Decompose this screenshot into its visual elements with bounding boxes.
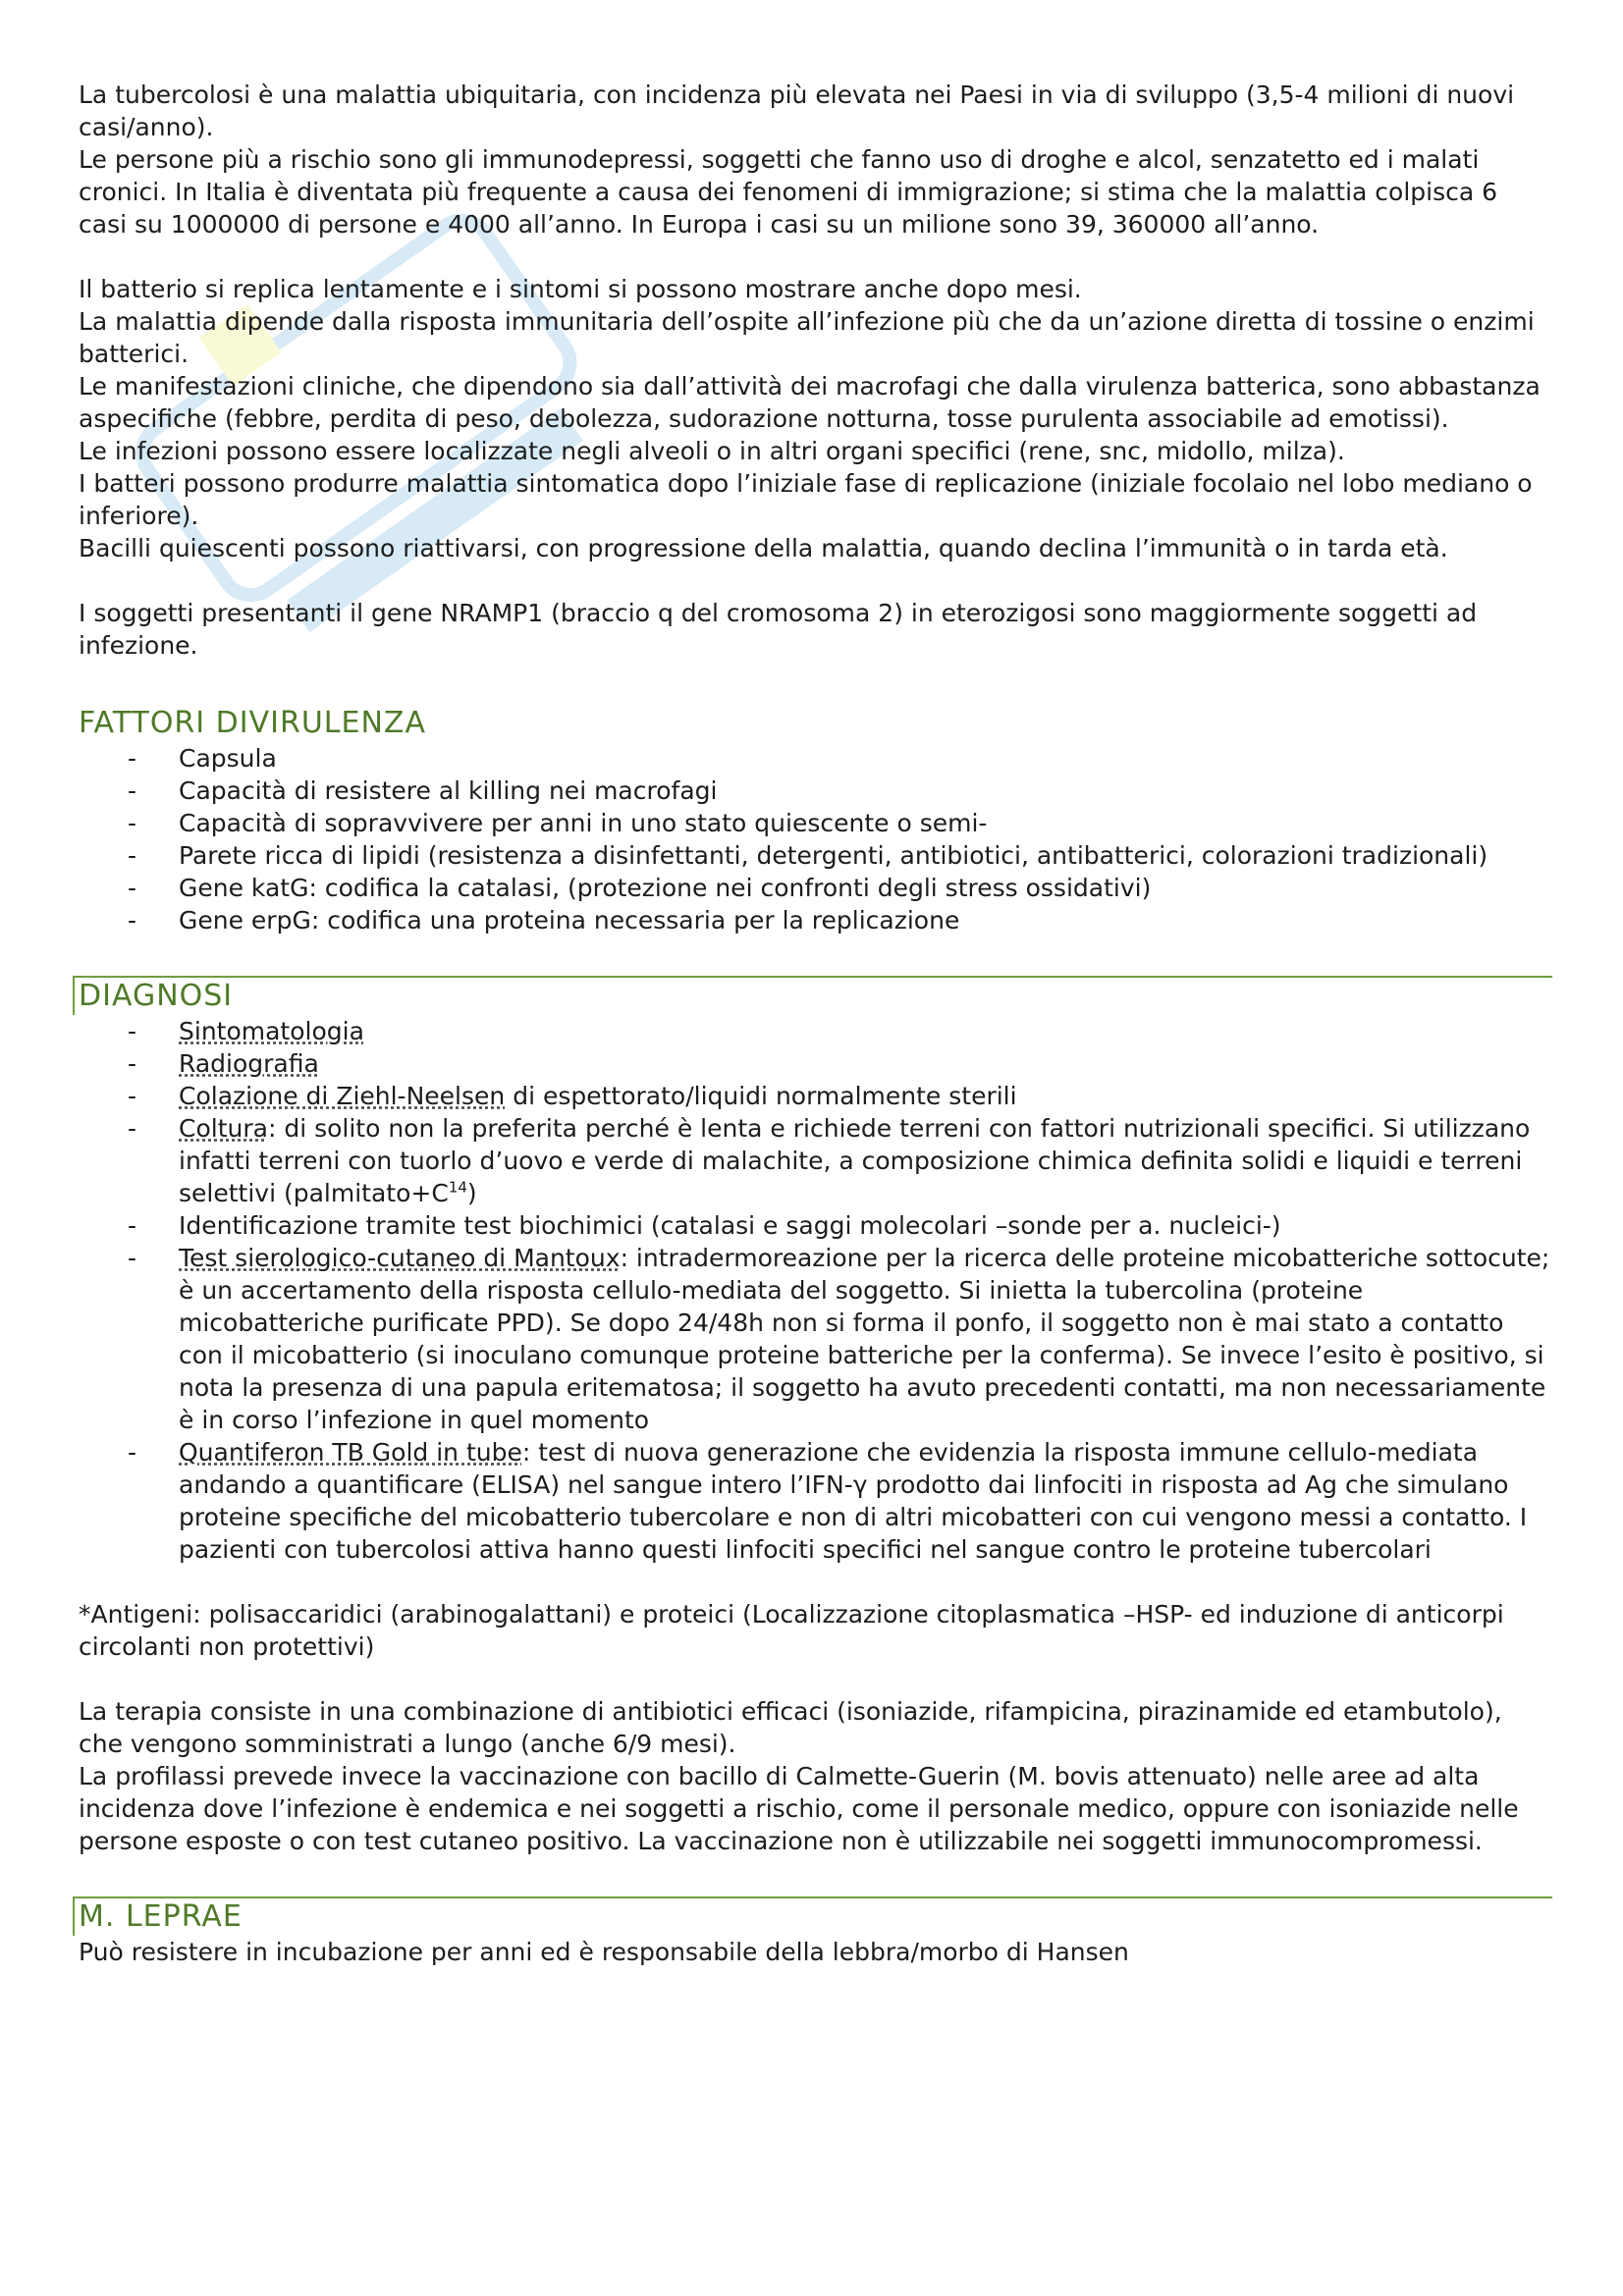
list-item bbox=[79, 1047, 1551, 1080]
diagnosis-term: Radiografia bbox=[179, 1049, 319, 1078]
list-item: - Colazione di Ziehl-Neelsen di espettorato/liquidi normalmente sterili bbox=[128, 1082, 1017, 1110]
pathogenesis-paragraph: Il batterio si replica lentamente e i sintomi si possono mostrare anche dopo mesi. bbox=[79, 275, 1082, 303]
diagnosis-term: Test sierologico-cutaneo di Mantoux bbox=[179, 1244, 621, 1272]
bullet-dash: - bbox=[128, 809, 137, 837]
diagnosis-term: Quantiferon TB Gold in tube bbox=[179, 1438, 522, 1467]
list-item: - Gene katG: codifica la catalasi, (protezione nei confronti degli stress ossidativi) bbox=[128, 874, 1152, 902]
list-item: - Parete ricca di lipidi (resistenza a disinfettanti, detergenti, antibiotici, antibatterici, colorazioni tradizionali) bbox=[128, 841, 1488, 870]
list-item: - Capacità di resistere al killing nei macrofagi bbox=[128, 776, 718, 805]
bullet-dash: - bbox=[128, 1114, 137, 1143]
bullet-dash: - bbox=[128, 1082, 137, 1110]
pathogenesis-paragraph: Bacilli quiescenti possono riattivarsi, con progressione della malattia, quando declina l’immunità o in tarda età. bbox=[79, 534, 1448, 562]
list-item bbox=[79, 1015, 1551, 1047]
bullet-dash: - bbox=[128, 874, 137, 902]
prophylaxis-paragraph: La profilassi prevede invece la vaccinazione con bacillo di Calmette-Guerin (M. bovis attenuato) nelle aree ad alta incidenza dove l’infezione è endemica e nei soggetti a rischio, come il personale medico, oppure con isoniazide nelle persone esposte o con test cutaneo positivo. La vaccinazione non è utilizzabile nei soggetti immunocompromessi. bbox=[79, 1762, 1519, 1855]
bullet-dash: - bbox=[128, 744, 137, 773]
document-page bbox=[79, 79, 1551, 1968]
list-item: - Capacità di sopravvivere per anni in uno stato quiescente o semi- bbox=[128, 809, 988, 837]
bullet-dash: - bbox=[128, 1049, 137, 1078]
leprae-heading: M. LEPRAE bbox=[73, 1896, 1552, 1936]
pathogenesis-paragraph: Le manifestazioni cliniche, che dipendono sia dall’attività dei macrofagi che dalla virulenza batterica, sono abbastanza aspecifiche (febbre, perdita di peso, debolezza, sudorazione notturna, tosse purulenta associabile ad emotissi). bbox=[79, 372, 1541, 433]
bullet-dash: - bbox=[128, 1211, 137, 1240]
list-item: - Coltura: di solito non la preferita perché è lenta e richiede terreni con fattori nutrizionali specifici. Si utilizzano infatti terreni con tuorlo d’uovo e verde di malachite, a composizione chimica definita solidi e liquidi e terreni selettivi $(palmitato+C^{14})$ bbox=[128, 1114, 1531, 1207]
diagnosis-term: Colazione di Ziehl-Neelsen bbox=[179, 1082, 506, 1110]
virulence-list bbox=[79, 742, 1551, 936]
diagnosis-term: Coltura bbox=[179, 1114, 268, 1143]
diagnosis-term: Sintomatologia bbox=[179, 1017, 364, 1045]
bullet-dash: - bbox=[128, 1438, 137, 1467]
intro-paragraph: La tubercolosi è una malattia ubiquitaria, con incidenza più elevata nei Paesi in via di sviluppo (3,5-4 milioni di nuovi casi/anno). bbox=[79, 80, 1515, 141]
pathogenesis-paragraph: La malattia dipende dalla risposta immunitaria dell’ospite all’infezione più che da un’azione diretta di tossine o enzimi batterici. bbox=[79, 307, 1535, 368]
bullet-dash: - bbox=[128, 1244, 137, 1272]
list-item: - Capsula bbox=[128, 744, 277, 773]
diagnosis-list bbox=[79, 1015, 1551, 1566]
antigens-paragraph: *Antigeni: polisaccaridici (arabinogalattani) e proteici (Localizzazione citoplasmatica –HSP- ed induzione di anticorpi circolanti non protettivi) bbox=[79, 1600, 1504, 1661]
pathogenesis-paragraph: Le infezioni possono essere localizzate negli alveoli o in altri organi specifici (rene, snc, midollo, milza). bbox=[79, 437, 1345, 465]
list-item: - Identificazione tramite test biochimici (catalasi e saggi molecolari –sonde per a. nucleici-) bbox=[128, 1211, 1281, 1240]
list-item: - Gene erpG: codifica una proteina necessaria per la replicazione bbox=[128, 906, 960, 934]
bullet-dash: - bbox=[128, 776, 137, 805]
list-item: - Test sierologico-cutaneo di Mantoux: intradermoreazione per la ricerca delle proteine micobatteriche sottocute; è un accertamento della risposta cellulo-mediata del soggetto. Si inietta la tubercolina (proteine micobatteriche purificate PPD). Se dopo 24/48h non si forma il ponfo, il soggetto non è mai stato a contatto con il micobatterio (si inoculano comunque proteine batteriche per la conferma). Se invece l’esito è positivo, si nota la presenza di una papula eritematosa; il soggetto ha avuto precedenti contatti, ma non necessariamente è in corso l’infezione in quel momento bbox=[128, 1244, 1550, 1434]
bullet-dash: - bbox=[128, 841, 137, 870]
nramp-paragraph: I soggetti presentanti il gene NRAMP1 (braccio q del cromosoma 2) in eterozigosi sono maggiormente soggetti ad infezione. bbox=[79, 599, 1478, 660]
intro-paragraph: Le persone più a rischio sono gli immunodepressi, soggetti che fanno uso di droghe e alcol, senzatetto ed i malati cronici. In Italia è diventata più frequente a causa dei fenomeni di immigrazione; si stima che la malattia colpisca 6 casi su 1000000 di persone e 4000 all’anno. In Europa i casi su un milione sono 39, 360000 all’anno. bbox=[79, 145, 1498, 239]
leprae-paragraph: Può resistere in incubazione per anni ed è responsabile della lebbra/morbo di Hansen bbox=[79, 1938, 1129, 1966]
bullet-dash: - bbox=[128, 906, 137, 934]
virulence-heading: FATTORI DIVIRULENZA bbox=[79, 706, 426, 740]
list-item: - Quantiferon TB Gold in tube: test di nuova generazione che evidenzia la risposta immune cellulo-mediata andando a quantificare (ELISA) nel sangue intero l’IFN-γ prodotto dai linfociti in risposta ad Ag che simulano proteine specifiche del micobatterio tubercolare e non di altri micobatteri con cui vengono messi a contatto. I pazienti con tubercolosi attiva hanno questi linfociti specifici nel sangue contro le proteine tubercolari bbox=[128, 1438, 1528, 1564]
therapy-paragraph: La terapia consiste in una combinazione di antibiotici efficaci (isoniazide, rifampicina, pirazinamide ed etambutolo), che vengono somministrati a lungo (anche 6/9 mesi). bbox=[79, 1697, 1502, 1758]
pathogenesis-paragraph: I batteri possono produrre malattia sintomatica dopo l’iniziale fase di replicazione (iniziale focolaio nel lobo mediano o inferiore). bbox=[79, 469, 1533, 530]
diagnosis-heading: DIAGNOSI bbox=[73, 976, 1552, 1015]
bullet-dash: - bbox=[128, 1017, 137, 1045]
